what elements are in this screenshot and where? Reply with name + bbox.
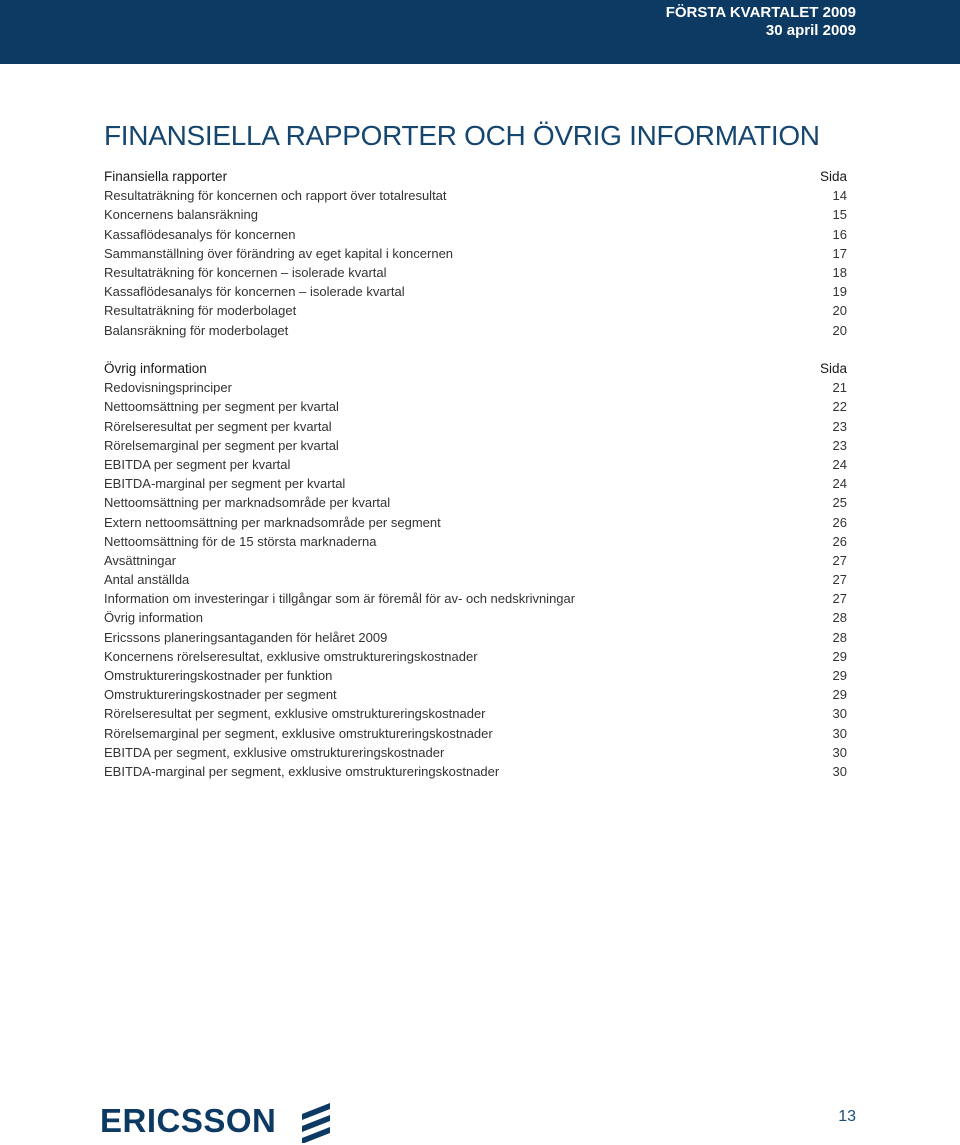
toc-item[interactable]: [104, 704, 847, 723]
toc-item-page: 30: [832, 725, 847, 741]
toc-item-label: Resultaträkning för koncernen och rapport över totalresultat: [104, 188, 447, 204]
toc-item[interactable]: [104, 474, 847, 493]
toc-item[interactable]: [104, 685, 847, 704]
toc-item-page: 29: [832, 668, 847, 683]
toc-item-page: 21: [832, 380, 847, 396]
toc-item[interactable]: [104, 321, 847, 340]
toc-item[interactable]: [104, 762, 847, 781]
toc-item-page: 22: [832, 399, 847, 415]
toc-item-label: Rörelseresultat per segment per kvartal: [104, 418, 332, 434]
toc-item-label: Omstruktureringskostnader per funktion: [104, 668, 333, 683]
toc-item-page: 16: [832, 226, 847, 242]
toc-section-financial-reports: [104, 167, 847, 340]
toc-item-page: 30: [832, 744, 847, 760]
toc-item-page: 26: [832, 514, 847, 530]
toc-item[interactable]: [104, 513, 847, 532]
page-number: 13: [838, 1108, 856, 1125]
header-band: [0, 0, 960, 64]
toc-item-page: 20: [832, 303, 847, 319]
toc-item[interactable]: [104, 205, 847, 224]
toc-item-page: 25: [832, 495, 847, 511]
toc-item-page: 24: [832, 456, 847, 472]
toc-item-page: 27: [832, 552, 847, 568]
toc-item-label: Redovisningsprinciper: [104, 380, 232, 396]
toc-item-label: Antal anställda: [104, 572, 190, 588]
toc-item-label: Resultaträkning för moderbolaget: [104, 303, 297, 319]
toc-item-label: EBITDA-marginal per segment per kvartal: [104, 476, 346, 492]
toc-item-label: Ericssons planeringsantaganden för helåret 2009: [104, 629, 388, 645]
section-heading: Övrig information: [104, 361, 207, 376]
toc-item-label: Avsättningar: [104, 552, 177, 568]
toc-item-page: 30: [832, 706, 847, 722]
toc-item[interactable]: [104, 570, 847, 589]
header-report-title: FÖRSTA KVARTALET 2009: [665, 4, 856, 21]
toc-item[interactable]: [104, 397, 847, 416]
toc-item[interactable]: [104, 244, 847, 263]
toc-item-page: 27: [832, 591, 847, 607]
toc-item[interactable]: [104, 225, 847, 244]
toc-item-page: 15: [832, 207, 847, 223]
ericsson-stripes-icon: [296, 1099, 336, 1143]
toc-item[interactable]: [104, 666, 847, 685]
section-heading-row: [104, 359, 847, 378]
toc-item-page: 23: [832, 437, 847, 453]
toc-item[interactable]: [104, 532, 847, 551]
toc-item[interactable]: [104, 743, 847, 762]
toc-item-label: EBITDA per segment per kvartal: [104, 456, 291, 472]
toc-item[interactable]: [104, 455, 847, 474]
toc-item[interactable]: [104, 628, 847, 647]
toc-item[interactable]: [104, 186, 847, 205]
toc-item-label: Koncernens balansräkning: [104, 207, 258, 223]
toc-item-page: 30: [832, 763, 847, 779]
toc-item-page: 20: [832, 322, 847, 338]
toc-item-label: Information om investeringar i tillgångar som är föremål för av- och nedskrivningar: [104, 591, 576, 607]
toc-item-label: Övrig information: [104, 610, 203, 626]
toc-item-label: Resultaträkning för koncernen – isolerade kvartal: [104, 264, 387, 280]
ericsson-logo: [100, 1098, 336, 1144]
toc-item[interactable]: [104, 301, 847, 320]
toc-item-label: Rörelsemarginal per segment per kvartal: [104, 437, 339, 453]
toc-item-page: 17: [832, 245, 847, 261]
toc-item-page: 24: [832, 476, 847, 492]
toc-item[interactable]: [104, 589, 847, 608]
page-column-heading: Sida: [819, 169, 847, 184]
toc-item-label: Koncernens rörelseresultat, exklusive omstruktureringskostnader: [104, 648, 478, 664]
toc-item-page: 28: [832, 610, 847, 626]
toc-item[interactable]: [104, 493, 847, 512]
page-column-heading: Sida: [819, 361, 847, 376]
toc-item-page: 19: [832, 284, 847, 300]
toc-item[interactable]: [104, 647, 847, 666]
toc-item-page: 18: [832, 264, 847, 280]
toc-item[interactable]: [104, 378, 847, 397]
section-heading: Finansiella rapporter: [104, 169, 228, 184]
toc-item-label: Nettoomsättning per segment per kvartal: [104, 399, 339, 415]
header-date: 30 april 2009: [765, 22, 856, 39]
toc-item-page: 29: [832, 687, 847, 703]
toc-item-label: Rörelsemarginal per segment, exklusive omstruktureringskostnader: [104, 725, 493, 741]
toc-item-label: Sammanställning över förändring av eget kapital i koncernen: [104, 245, 454, 261]
toc-item[interactable]: [104, 724, 847, 743]
toc-item-page: 14: [832, 188, 847, 204]
toc-item-label: EBITDA-marginal per segment, exklusive omstruktureringskostnader: [104, 763, 500, 779]
toc-item-label: Rörelseresultat per segment, exklusive omstruktureringskostnader: [104, 706, 486, 722]
toc-item[interactable]: [104, 436, 847, 455]
toc-item[interactable]: [104, 417, 847, 436]
toc-item[interactable]: [104, 263, 847, 282]
toc-item-page: 27: [832, 572, 847, 588]
toc-item[interactable]: [104, 608, 847, 627]
section-heading-row: [104, 167, 847, 186]
toc-item-page: 29: [832, 648, 847, 664]
toc-item-label: Kassaflödesanalys för koncernen – isolerade kvartal: [104, 284, 405, 300]
logo-wordmark: ERICSSON: [100, 1102, 277, 1139]
header-text: [666, 4, 856, 40]
page-title: FINANSIELLA RAPPORTER OCH ÖVRIG INFORMATION: [104, 120, 820, 151]
toc-item-label: Extern nettoomsättning per marknadsområde per segment: [104, 514, 441, 530]
toc-item-label: EBITDA per segment, exklusive omstruktureringskostnader: [104, 744, 445, 760]
toc-item-page: 28: [832, 629, 847, 645]
toc-item[interactable]: [104, 551, 847, 570]
toc-item-label: Nettoomsättning för de 15 största marknaderna: [104, 533, 377, 549]
toc-section-other-information: [104, 359, 847, 781]
toc-item-label: Omstruktureringskostnader per segment: [104, 687, 337, 703]
toc-item-label: Nettoomsättning per marknadsområde per kvartal: [104, 495, 391, 511]
toc-item-label: Balansräkning för moderbolaget: [104, 322, 289, 338]
toc-item-page: 26: [832, 533, 847, 549]
toc-item-page: 23: [832, 418, 847, 434]
toc-item-label: Kassaflödesanalys för koncernen: [104, 226, 296, 242]
toc-item[interactable]: [104, 282, 847, 301]
